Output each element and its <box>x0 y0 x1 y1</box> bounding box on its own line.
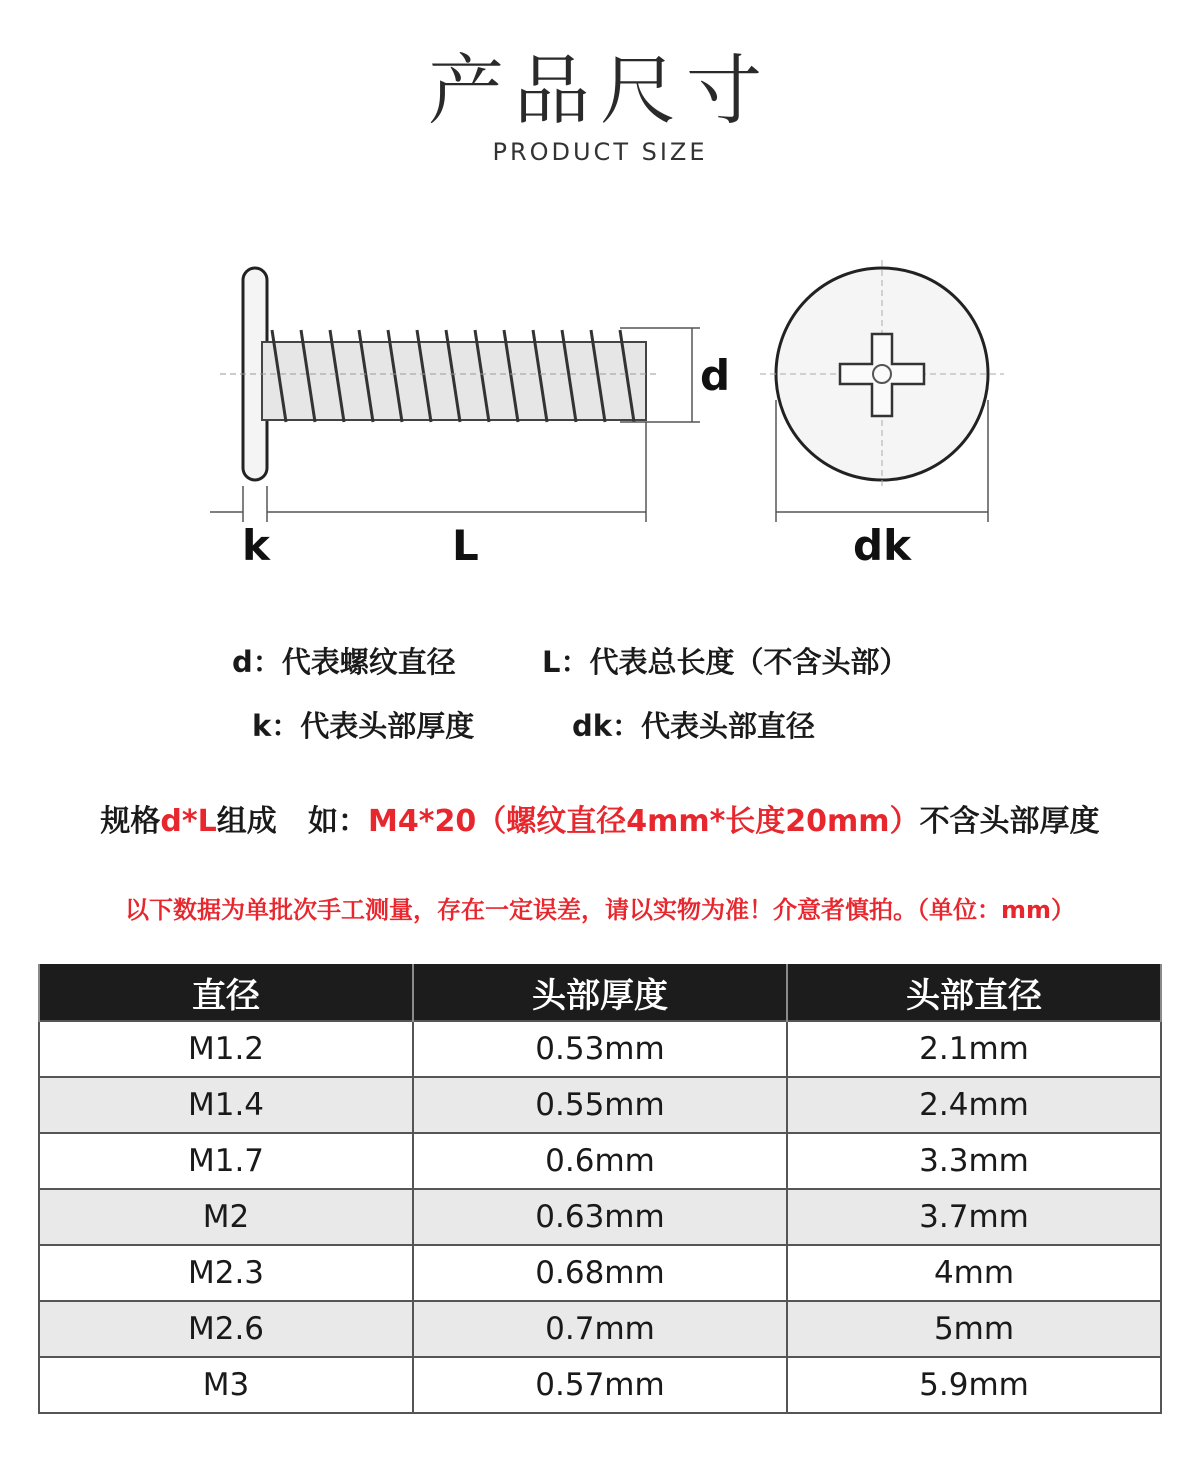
k-L-dimension <box>210 422 646 522</box>
header-head-thickness: 头部厚度 <box>413 964 787 1021</box>
cell-diameter: M2 <box>39 1189 413 1245</box>
spec-example-lead: 如： <box>308 804 369 839</box>
legend-k <box>252 704 474 745</box>
cell-head-thickness: 0.63mm <box>413 1189 787 1245</box>
cell-head-thickness: 0.68mm <box>413 1245 787 1301</box>
size-table <box>38 964 1162 1414</box>
spec-tail: 不含头部厚度 <box>919 804 1100 839</box>
screw-top-view <box>760 260 1004 488</box>
cell-head-diameter: 5mm <box>787 1301 1161 1357</box>
cell-head-thickness: 0.6mm <box>413 1133 787 1189</box>
legend-d <box>232 640 456 681</box>
cell-diameter: M1.4 <box>39 1077 413 1133</box>
table-row <box>39 1357 1161 1413</box>
screw-diagram <box>0 250 1200 580</box>
table-row <box>39 1021 1161 1077</box>
spec-line <box>0 796 1200 840</box>
cell-diameter: M1.7 <box>39 1133 413 1189</box>
table-row <box>39 1189 1161 1245</box>
table-row <box>39 1245 1161 1301</box>
spec-prefix: 规格 <box>100 804 161 839</box>
header-head-diameter: 头部直径 <box>787 964 1161 1021</box>
cell-diameter: M1.2 <box>39 1021 413 1077</box>
cell-head-diameter: 2.1mm <box>787 1021 1161 1077</box>
page-subtitle: PRODUCT SIZE <box>492 138 708 166</box>
page-title: 产品尺寸 <box>428 46 772 135</box>
cell-head-diameter: 3.3mm <box>787 1133 1161 1189</box>
measurement-notice: 以下数据为单批次手工测量，存在一定误差，请以实物为准！介意者慎拍。（单位：mm） <box>124 896 1075 924</box>
legend-dk-key: dk： <box>572 709 642 743</box>
legend-k-key: k： <box>252 709 301 743</box>
cell-head-thickness: 0.53mm <box>413 1021 787 1077</box>
spec-suffix: 组成 <box>216 804 277 839</box>
cell-diameter: M3 <box>39 1357 413 1413</box>
legend-L-text: 代表总长度（不含头部） <box>589 645 909 679</box>
label-d: d <box>700 351 731 400</box>
legend-k-text: 代表头部厚度 <box>300 709 475 743</box>
header-diameter: 直径 <box>39 964 413 1021</box>
cell-diameter: M2.6 <box>39 1301 413 1357</box>
legend-dk-text: 代表头部直径 <box>641 709 816 743</box>
label-dk: dk <box>853 521 911 570</box>
label-L: L <box>452 521 479 570</box>
legend-dk <box>572 704 815 745</box>
cell-head-thickness: 0.57mm <box>413 1357 787 1413</box>
table-header-row <box>39 964 1161 1021</box>
label-k: k <box>242 521 270 570</box>
table-row <box>39 1133 1161 1189</box>
legend-L-key: L： <box>542 645 590 679</box>
cell-head-diameter: 5.9mm <box>787 1357 1161 1413</box>
cell-head-diameter: 3.7mm <box>787 1189 1161 1245</box>
legend-d-key: d： <box>232 645 282 679</box>
legend-d-text: 代表螺纹直径 <box>281 645 456 679</box>
spec-example: M4*20（螺纹直径4mm*长度20mm） <box>368 804 920 839</box>
spec-formula: d*L <box>160 804 217 839</box>
cell-head-diameter: 2.4mm <box>787 1077 1161 1133</box>
table-row <box>39 1301 1161 1357</box>
cell-head-thickness: 0.55mm <box>413 1077 787 1133</box>
cell-diameter: M2.3 <box>39 1245 413 1301</box>
screw-side-view <box>220 268 660 480</box>
cell-head-thickness: 0.7mm <box>413 1301 787 1357</box>
legend-L <box>542 640 909 681</box>
table-row <box>39 1077 1161 1133</box>
cell-head-diameter: 4mm <box>787 1245 1161 1301</box>
